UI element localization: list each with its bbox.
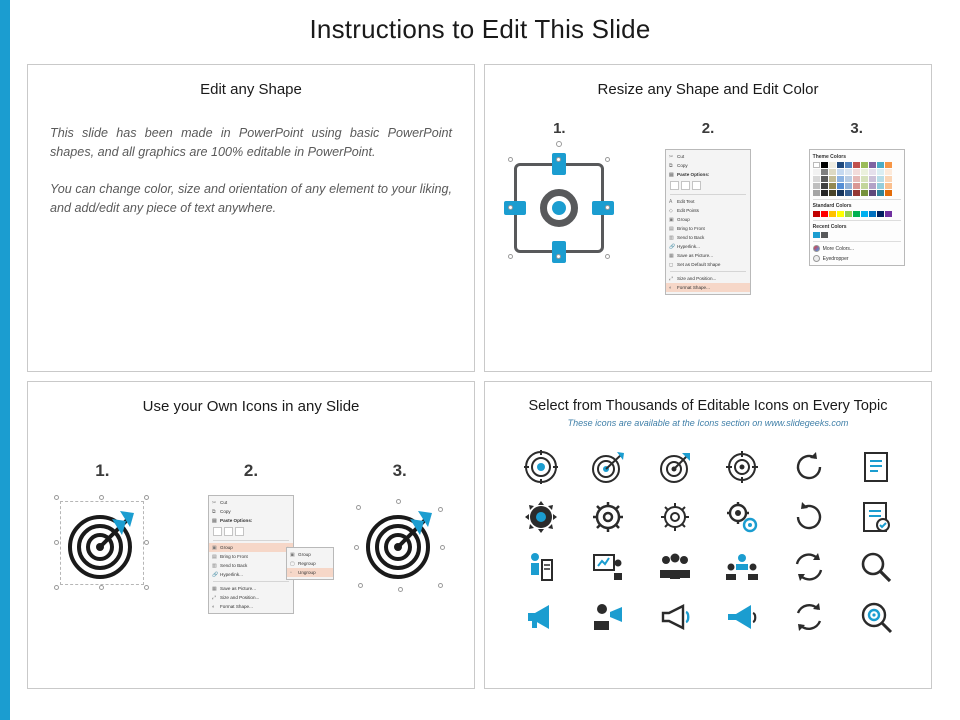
menu-item[interactable]	[666, 233, 750, 242]
copy-icon: ⧉	[212, 508, 216, 515]
panel-icon-library	[484, 381, 932, 689]
menu-item-label: Paste Options:	[220, 518, 253, 523]
swatch[interactable]	[821, 190, 828, 196]
eyedropper-label: Eyedropper	[822, 255, 849, 262]
step-numbers	[485, 120, 931, 137]
resize-handle[interactable]	[438, 583, 443, 588]
picker-divider	[813, 220, 901, 221]
picker-divider	[813, 241, 901, 242]
panel-title: Resize any Shape and Edit Color	[597, 81, 819, 98]
theme-swatch-row[interactable]	[813, 183, 901, 189]
magnifier-icon[interactable]	[856, 547, 896, 587]
page-title: Instructions to Edit This Slide	[309, 14, 651, 44]
shape-tab-bottom	[552, 241, 566, 263]
swatch[interactable]	[885, 211, 892, 217]
swatch[interactable]	[845, 176, 852, 182]
figure-shape-handles	[485, 149, 634, 267]
menu-item-label: Group	[220, 545, 233, 550]
swatch[interactable]	[845, 183, 852, 189]
recycle-arrows-icon[interactable]	[789, 597, 829, 637]
swatch[interactable]	[845, 211, 852, 217]
swatch[interactable]	[861, 211, 868, 217]
panel-title: Edit any Shape	[200, 81, 302, 98]
paste-option-icon[interactable]	[213, 527, 222, 536]
menu-item-label: Bring to Front	[220, 554, 248, 559]
menu-item-group[interactable]	[209, 543, 293, 552]
group-submenu[interactable]	[286, 547, 334, 580]
swatch[interactable]	[813, 232, 820, 238]
paste-option-icons[interactable]	[209, 525, 293, 538]
swatch[interactable]	[869, 183, 876, 189]
swatch[interactable]	[813, 162, 820, 168]
swatch[interactable]	[829, 162, 836, 168]
menu-item-format-shape[interactable]	[666, 283, 750, 292]
default-shape-icon: ◻	[669, 261, 674, 268]
refresh-circle-icon[interactable]	[789, 497, 829, 537]
figure-dart-selected	[28, 495, 177, 591]
menu-divider	[213, 540, 289, 541]
menu-item-label: Size and Position...	[220, 595, 260, 600]
panel-subtitle: These icons are available at the Icons section on www.slidegeeks.com	[567, 418, 849, 428]
paste-option-icon[interactable]	[224, 527, 233, 536]
menu-item-label: Format Shape...	[677, 285, 710, 290]
menu-item[interactable]	[666, 260, 750, 269]
menu-divider	[213, 581, 289, 582]
more-colors-icon	[813, 245, 820, 252]
swatch[interactable]	[829, 190, 836, 196]
target-icon[interactable]	[521, 447, 561, 487]
group-icon: ▣	[212, 544, 217, 551]
swatch[interactable]	[885, 162, 892, 168]
resize-handle[interactable]	[54, 495, 59, 500]
send-back-icon: ▥	[669, 234, 674, 241]
step-number-2: 2.	[243, 461, 259, 480]
hyperlink-icon: 🔗	[669, 243, 676, 250]
recent-colors-label: Recent Colors	[812, 224, 847, 230]
swatch[interactable]	[853, 190, 860, 196]
resize-handle[interactable]	[438, 507, 443, 512]
theme-swatch-row[interactable]	[813, 190, 901, 196]
figure-color-picker	[782, 149, 931, 266]
rotate-handle	[556, 141, 562, 147]
color-picker[interactable]	[809, 149, 905, 266]
resize-handle[interactable]	[54, 540, 59, 545]
swatch[interactable]	[877, 176, 884, 182]
resize-handle[interactable]	[54, 585, 59, 590]
group-people-icon[interactable]	[655, 547, 695, 587]
format-shape-icon: ◐	[669, 284, 673, 291]
icon-grid	[507, 442, 909, 642]
submenu-item-label: Group	[298, 552, 311, 557]
submenu-item-label: Regroup	[298, 561, 316, 566]
swatch[interactable]	[877, 211, 884, 217]
figure-group-menu	[177, 495, 326, 614]
swatch[interactable]	[829, 169, 836, 175]
person-megaphone-icon[interactable]	[588, 597, 628, 637]
menu-item-label: Size and Position...	[677, 276, 717, 281]
menu-item-label: Group	[677, 217, 690, 222]
menu-item[interactable]	[209, 498, 293, 507]
swatch[interactable]	[829, 183, 836, 189]
menu-item[interactable]	[209, 507, 293, 516]
swatch[interactable]	[861, 162, 868, 168]
target-dart-icon	[64, 505, 140, 581]
paste-option-icon[interactable]	[670, 181, 679, 190]
swatch[interactable]	[837, 211, 844, 217]
swatch[interactable]	[837, 169, 844, 175]
group-icon: ▣	[290, 551, 295, 558]
swatch[interactable]	[877, 169, 884, 175]
swatch[interactable]	[845, 169, 852, 175]
menu-item-label: Hyperlink...	[220, 572, 243, 577]
paste-option-icons[interactable]	[666, 179, 750, 192]
swatch[interactable]	[853, 169, 860, 175]
swatch[interactable]	[853, 162, 860, 168]
resize-handle[interactable]	[144, 585, 149, 590]
accent-bar	[0, 0, 10, 720]
swatch[interactable]	[821, 176, 828, 182]
gear-outline-icon[interactable]	[588, 497, 628, 537]
swatch[interactable]	[861, 190, 868, 196]
swatch[interactable]	[821, 211, 828, 217]
eyedropper-icon	[813, 255, 820, 262]
swatch[interactable]	[869, 169, 876, 175]
crosshair-icon[interactable]	[722, 447, 762, 487]
menu-item[interactable]	[666, 152, 750, 161]
resize-handle[interactable]	[396, 499, 401, 504]
refresh-arrows-icon[interactable]	[789, 547, 829, 587]
swatch[interactable]	[869, 211, 876, 217]
paste-icon: ▤	[669, 171, 674, 178]
send-back-icon: ▥	[212, 562, 217, 569]
figure-context-menu	[634, 149, 783, 295]
swatch[interactable]	[837, 176, 844, 182]
menu-item-label: Send to Back	[220, 563, 248, 568]
menu-item-label: Copy	[677, 163, 688, 168]
menu-item[interactable]	[209, 593, 293, 602]
paste-icon: ▤	[212, 517, 217, 524]
menu-item-label: Cut	[220, 500, 228, 505]
menu-item-label: Paste Options:	[677, 172, 710, 177]
menu-item[interactable]	[666, 206, 750, 215]
swatch[interactable]	[877, 162, 884, 168]
swatch[interactable]	[869, 190, 876, 196]
swatch[interactable]	[853, 176, 860, 182]
resize-handle[interactable]	[605, 157, 610, 162]
paste-option-icon[interactable]	[235, 527, 244, 536]
submenu-item-ungroup[interactable]	[287, 568, 333, 577]
menu-item-label: Bring to Front	[677, 226, 705, 231]
team-meeting-icon[interactable]	[722, 547, 762, 587]
swatch[interactable]	[877, 190, 884, 196]
hyperlink-icon: 🔗	[212, 571, 219, 578]
regroup-icon: ▢	[290, 560, 295, 567]
figure-dart-ungrouped	[325, 495, 474, 591]
step-number-1: 1.	[553, 120, 566, 137]
resize-handle[interactable]	[99, 495, 104, 500]
standard-swatch-row[interactable]	[813, 211, 901, 217]
menu-item-label: Set as Default Shape	[677, 262, 721, 267]
step-figures	[28, 495, 474, 614]
swatch[interactable]	[813, 190, 820, 196]
dart-graphic-selected	[54, 495, 150, 591]
swatch[interactable]	[885, 183, 892, 189]
submenu-item-group[interactable]	[287, 550, 333, 559]
dart-graphic-ungrouped	[352, 495, 448, 591]
swatch[interactable]	[821, 169, 828, 175]
menu-item[interactable]	[666, 170, 750, 179]
resize-handle[interactable]	[354, 545, 359, 550]
picker-divider	[813, 199, 901, 200]
paste-option-icon[interactable]	[681, 181, 690, 190]
menu-item-label: Cut	[677, 154, 685, 159]
step-number-3: 3.	[850, 120, 863, 137]
target-dart-alt-icon[interactable]	[655, 447, 695, 487]
format-shape-icon: ◐	[212, 603, 216, 610]
gear-dotted-icon[interactable]	[655, 497, 695, 537]
swatch[interactable]	[829, 176, 836, 182]
swatch[interactable]	[821, 232, 828, 238]
person-podium-icon[interactable]	[521, 547, 561, 587]
step-number-2: 2.	[701, 120, 715, 137]
swatch[interactable]	[821, 162, 828, 168]
menu-item[interactable]	[209, 561, 293, 570]
editable-shape-graphic	[500, 149, 618, 267]
standard-colors-label: Standard Colors	[812, 203, 852, 209]
swatch[interactable]	[837, 183, 844, 189]
menu-item[interactable]	[666, 274, 750, 283]
document-list-icon[interactable]	[856, 447, 896, 487]
theme-swatch-row[interactable]	[813, 169, 901, 175]
swatch[interactable]	[869, 162, 876, 168]
menu-item[interactable]	[209, 516, 293, 525]
menu-item-label: Edit Points	[677, 208, 699, 213]
step-numbers	[28, 461, 474, 481]
resize-handle[interactable]	[508, 254, 513, 259]
panel-title: Use your Own Icons in any Slide	[142, 398, 360, 415]
menu-item[interactable]	[209, 584, 293, 593]
swatch[interactable]	[885, 176, 892, 182]
menu-item[interactable]	[666, 242, 750, 251]
size-position-icon: ⤢	[212, 594, 217, 601]
resize-handle[interactable]	[358, 583, 363, 588]
swatch[interactable]	[853, 183, 860, 189]
panel-paragraph-2: You can change color, size and orientation of any element to your liking, and add/edit any piece of text anywhere.	[50, 181, 452, 215]
paste-option-icon[interactable]	[692, 181, 701, 190]
menu-item[interactable]	[209, 602, 293, 611]
submenu-item-regroup[interactable]	[287, 559, 333, 568]
save-picture-icon: ▦	[212, 585, 217, 592]
step-number-1: 1.	[95, 461, 110, 480]
resize-handle[interactable]	[508, 157, 513, 162]
panel-paragraph-1: This slide has been made in PowerPoint using basic PowerPoint shapes, and all graphics are 100% editable in PowerPoint.	[50, 126, 452, 159]
refresh-cw-icon[interactable]	[789, 447, 829, 487]
step-figures	[485, 149, 931, 295]
theme-swatch-row[interactable]	[813, 176, 901, 182]
more-colors-row[interactable]	[813, 245, 901, 252]
panel-edit-any-shape	[27, 64, 475, 372]
swatch[interactable]	[845, 162, 852, 168]
swatch[interactable]	[885, 169, 892, 175]
swatch[interactable]	[853, 211, 860, 217]
gears-double-icon[interactable]	[722, 497, 762, 537]
bring-front-icon: ▤	[669, 225, 674, 232]
presentation-person-icon[interactable]	[588, 547, 628, 587]
menu-item[interactable]	[209, 570, 293, 579]
swatch[interactable]	[861, 169, 868, 175]
swatch[interactable]	[813, 183, 820, 189]
copy-icon: ⧉	[669, 162, 673, 169]
resize-handle[interactable]	[144, 540, 149, 545]
target-dart-icon	[362, 505, 438, 581]
swatch[interactable]	[845, 190, 852, 196]
menu-divider	[670, 271, 746, 272]
shape-tab-right	[592, 201, 614, 215]
target-magnifier-icon[interactable]	[856, 597, 896, 637]
swatch[interactable]	[821, 183, 828, 189]
edit-points-icon: ◇	[669, 207, 673, 214]
submenu-item-label: Ungroup	[298, 570, 316, 575]
resize-handle[interactable]	[144, 495, 149, 500]
menu-divider	[670, 194, 746, 195]
context-menu[interactable]	[208, 495, 294, 614]
recent-swatch-row[interactable]	[813, 232, 901, 238]
menu-item[interactable]	[666, 224, 750, 233]
menu-item-label: Copy	[220, 509, 231, 514]
swatch[interactable]	[813, 169, 820, 175]
edit-text-icon: A	[669, 198, 673, 205]
menu-item-label: Save as Picture...	[220, 586, 257, 591]
context-menu[interactable]	[665, 149, 751, 295]
theme-colors-label: Theme Colors	[812, 154, 847, 160]
menu-item[interactable]	[666, 215, 750, 224]
panel-own-icons	[27, 381, 475, 689]
menu-item[interactable]	[209, 552, 293, 561]
megaphone-outline-icon[interactable]	[655, 597, 695, 637]
checklist-document-icon[interactable]	[856, 497, 896, 537]
scissors-icon: ✂	[212, 499, 217, 506]
swatch[interactable]	[813, 176, 820, 182]
swatch[interactable]	[885, 190, 892, 196]
more-colors-label: More Colors...	[822, 245, 855, 252]
menu-item-label: Hyperlink...	[677, 244, 700, 249]
menu-item-label: Send to Back	[677, 235, 705, 240]
panel-title: Select from Thousands of Editable Icons on Every Topic	[528, 398, 888, 414]
resize-handle[interactable]	[99, 585, 104, 590]
resize-handle[interactable]	[440, 545, 445, 550]
group-icon: ▣	[669, 216, 674, 223]
scissors-icon: ✂	[669, 153, 674, 160]
panel-resize-shape	[484, 64, 932, 372]
size-position-icon: ⤢	[669, 275, 674, 282]
swatch[interactable]	[837, 162, 844, 168]
resize-handle[interactable]	[356, 505, 361, 510]
menu-item-label: Save as Picture...	[677, 253, 714, 258]
bring-front-icon: ▤	[212, 553, 217, 560]
step-number-3: 3.	[392, 461, 407, 480]
theme-swatch-row[interactable]	[813, 162, 901, 168]
target-dart-icon[interactable]	[588, 447, 628, 487]
gear-filled-icon[interactable]	[521, 497, 561, 537]
swatch[interactable]	[869, 176, 876, 182]
swatch[interactable]	[829, 211, 836, 217]
swatch[interactable]	[861, 176, 868, 182]
eyedropper-row[interactable]	[813, 255, 901, 262]
ungroup-icon: ▫	[290, 569, 292, 576]
megaphone-filled-icon[interactable]	[722, 597, 762, 637]
menu-item[interactable]	[666, 161, 750, 170]
swatch[interactable]	[861, 183, 868, 189]
menu-item-label: Edit Text	[677, 199, 695, 204]
resize-handle[interactable]	[605, 254, 610, 259]
menu-item[interactable]	[666, 251, 750, 260]
swatch[interactable]	[837, 190, 844, 196]
save-picture-icon: ▦	[669, 252, 674, 259]
menu-item-label: Format Shape...	[220, 604, 253, 609]
megaphone-icon[interactable]	[521, 597, 561, 637]
resize-handle[interactable]	[398, 587, 403, 592]
menu-item[interactable]	[666, 197, 750, 206]
swatch[interactable]	[813, 211, 820, 217]
swatch[interactable]	[877, 183, 884, 189]
